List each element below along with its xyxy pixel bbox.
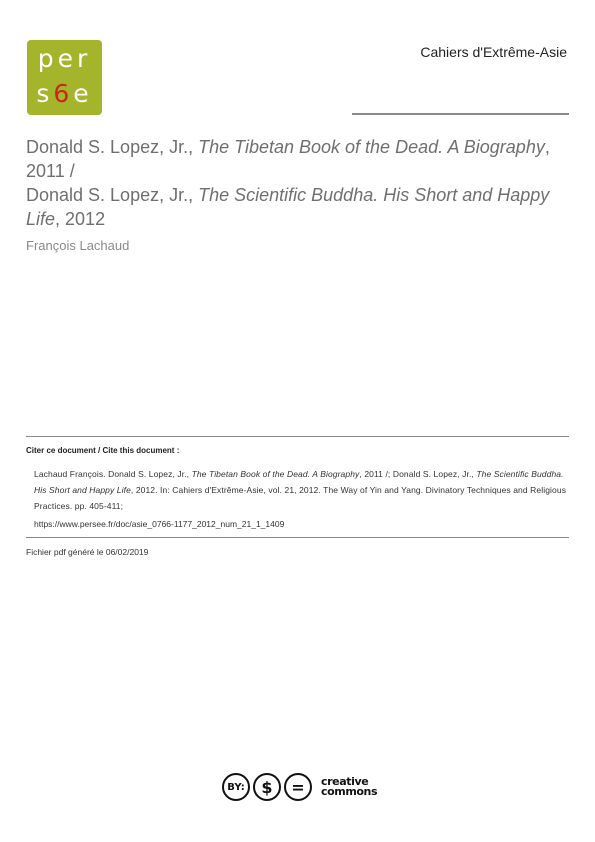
cc-word-commons: commons — [321, 785, 378, 798]
cc-word-creative: creative — [321, 775, 369, 788]
title-part-2: Donald S. Lopez, Jr., — [26, 185, 199, 205]
citation-book-1: The Tibetan Book of the Dead. A Biography — [191, 469, 360, 479]
journal-name: Cahiers d'Extrême-Asie — [420, 44, 567, 60]
citation-book-2: The Scientific Buddha. His Short and Happy Life — [34, 469, 564, 495]
logo-text-s: s — [36, 79, 54, 108]
citation-url-link[interactable]: https://www.persee.fr/doc/asie_0766-1177_2012_num_21_1_1409 — [34, 519, 285, 529]
logo-text-highlight: 6 — [53, 79, 74, 108]
citation-text — [34, 466, 569, 514]
title-part-1-rest: , 2011 / — [26, 137, 550, 181]
logo-text-bottom — [27, 81, 102, 107]
title-book-2: The Scientific Buddha. His Short and Happy Life — [26, 185, 550, 229]
title-book-1: The Tibetan Book of the Dead. A Biography — [198, 137, 545, 157]
document-author: François Lachaud — [26, 238, 130, 253]
title-part-2-rest: , 2012 — [55, 209, 106, 229]
citation-part-1: Lachaud François. Donald S. Lopez, Jr., — [34, 469, 192, 479]
cc-by-icon: BY: — [222, 773, 250, 801]
creative-commons-license[interactable] — [222, 771, 377, 803]
cc-wordmark — [321, 777, 377, 797]
title-part-1: Donald S. Lopez, Jr., — [26, 137, 199, 157]
citation-heading: Citer ce document / Cite this document : — [26, 446, 180, 455]
document-title — [26, 135, 571, 231]
citation-bottom-divider — [26, 537, 569, 538]
cc-noncommercial-icon: $ — [253, 773, 281, 801]
header-divider — [352, 113, 569, 115]
citation-part-3: , 2012. In: Cahiers d'Extrême-Asie, vol. 21, 2012. The Way of Yin and Yang. Divinatory Techniques and Religious Practices. pp. 405-411; — [34, 485, 567, 511]
citation-top-divider — [26, 436, 569, 437]
generated-date: Fichier pdf généré le 06/02/2019 — [26, 547, 149, 557]
citation-part-2: , 2011 /; Donald S. Lopez, Jr., — [359, 469, 477, 479]
logo-text-top: per — [37, 44, 92, 73]
cc-noderivatives-icon: = — [284, 773, 312, 801]
persee-logo[interactable] — [27, 40, 102, 115]
logo-text-e: e — [73, 79, 93, 108]
